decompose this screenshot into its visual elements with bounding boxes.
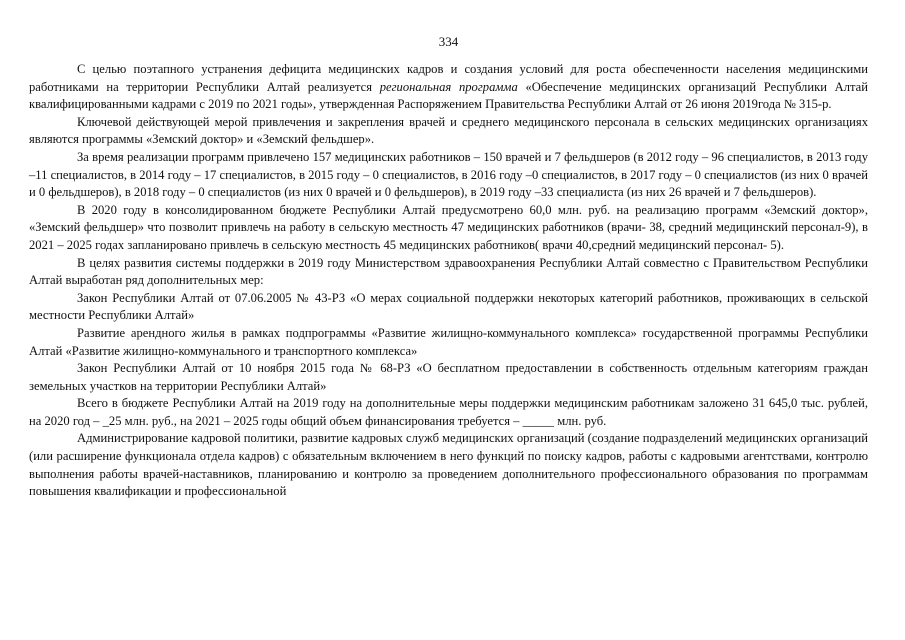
paragraph-additional-measures: В целях развития системы поддержки в 2019 году Министерством здравоохранения Республики Алтай совместно с Правительством Республики Алтай выработан ряд дополнительных мер: (29, 255, 868, 288)
paragraph-hr-administration: Администрирование кадровой политики, развитие кадровых служб медицинских организаций (создание подразделений медицинских организаций (или расширение функционала отдела кадров) с обязательным включением в него функций по поиску кадров, работы с кадровыми агентствами, контролю выполнения работы врачей-наставников, планированию и контролю за проведением дополнительного профессионального образования по программам повышения квалификации и профессиональной (29, 431, 868, 499)
paragraph-key-measure: Ключевой действующей мерой привлечения и закрепления врачей и среднего медицинского персонала в сельских медицинских организациях являются программы «Земский доктор» и «Земский фельдшер». (29, 114, 868, 147)
paragraph-rental-housing: Развитие арендного жилья в рамках подпрограммы «Развитие жилищно-коммунального комплекса» государственной программы Республики Алтай «Развитие жилищно-коммунального и транспортного комплекса» (29, 325, 868, 358)
paragraph-text: «Обеспечение медицинских организаций Республики Алтай квалифицированными кадрами с 2019 по 2021 годы», утвержденная Распоряжением Правительства Республики Алтай от 26 июня 2019года № 315-р. (29, 79, 868, 112)
italic-emphasis: региональная программа (379, 79, 518, 94)
document-page (29, 34, 868, 501)
page-number: 334 (438, 34, 459, 49)
paragraph-program-results: За время реализации программ привлечено 157 медицинских работников – 150 врачей и 7 фельдшеров (в 2012 году – 96 специалистов, в 2013 году –11 специалистов, в 2014 году – 17 специалистов, в 2015 году – 0 специалистов, в 2016 году –0 специалистов, в 2017 году – 0 специалистов (из них 0 врачей и 0 фельдшеров), в 2018 году – 0 специалистов (из них 0 врачей и 0 фельдшеров), в 2019 году –33 специалиста (из них 26 врачей и 7 фельдшеров). (29, 149, 868, 200)
paragraph-text: С целью поэтапного устранения дефицита медицинских кадров и создания условий для роста обеспеченности населения медицинскими работниками на территории Республики Алтай реализуется (29, 62, 868, 94)
paragraph-budget-total: Всего в бюджете Республики Алтай на 2019 году на дополнительные меры поддержки медицинским работникам заложено 31 645,0 тыс. рублей, на 2020 год – _25 млн. руб., на 2021 – 2025 годы общий объем финансирования требуется – _____ млн. руб. (29, 396, 868, 428)
paragraph-law-43: Закон Республики Алтай от 07.06.2005 № 43-РЗ «О мерах социальной поддержки некоторых категорий работников, проживающих в сельской местности Республики Алтай» (29, 290, 868, 323)
paragraph-law-68: Закон Республики Алтай от 10 ноября 2015 года № 68-РЗ «О бесплатном предоставлении в собственность отдельным категориям граждан земельных участков на территории Республики Алтай» (29, 361, 868, 393)
paragraph-regional-program (29, 61, 868, 114)
paragraph-2020-budget: В 2020 году в консолидированном бюджете Республики Алтай предусмотрено 60,0 млн. руб. на реализацию программ «Земский доктор», «Земский фельдшер» что позволит привлечь на работу в сельскую местность 47 медицинских работников (врачи- 38, средний медицинский персонал-9), в 2021 – 2025 годах запланировано привлечь в сельскую местность 45 медицинских работников( врачи 40,средний медицинский персонал- 5). (29, 202, 868, 252)
